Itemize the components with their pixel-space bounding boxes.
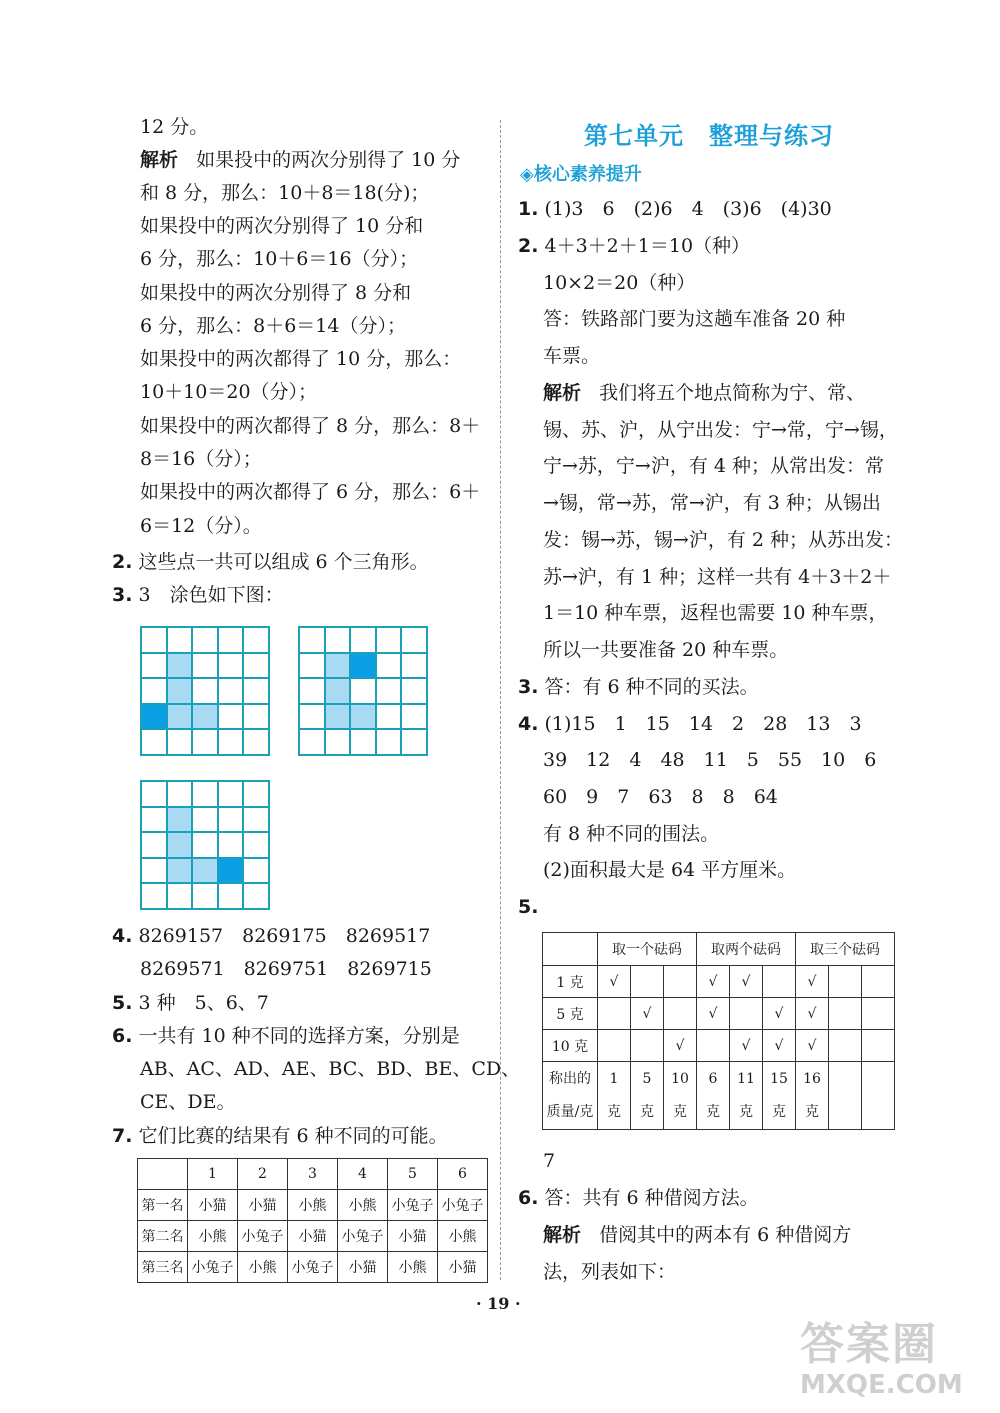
right-q6: 6. 答：共有 6 种借阅方法。 <box>518 1187 759 1209</box>
table-row: 第一名 小猫 小猫 小熊 小熊 小兔子 小兔子 <box>138 1190 488 1221</box>
left-line-12: 6＝12（分）。 <box>140 515 262 537</box>
analysis-label: 解析 <box>140 149 179 171</box>
left-line-3: 如果投中的两次分别得了 10 分和 <box>140 215 424 237</box>
left-q2: 2. 这些点一共可以组成 6 个三角形。 <box>112 551 429 573</box>
left-line-6: 6 分，那么：8＋6＝14（分）； <box>140 315 406 337</box>
q-number: 2. <box>112 551 133 573</box>
q-number: 2. <box>518 235 539 257</box>
unit-title: 第七单元 整理与练习 <box>584 122 834 150</box>
table-row: 称出的 质量/克 1 克 5 克 10 克 6 克 11 克 15 克 16 克 <box>543 1062 895 1130</box>
left-q4: 4. 8269157 8269175 8269517 <box>112 925 431 947</box>
q-number: 7. <box>112 1125 133 1147</box>
right-q6-analysis: 解析 借阅其中的两本有 6 种借阅方 <box>543 1224 852 1246</box>
left-line-9: 如果投中的两次都得了 8 分，那么：8＋ <box>140 415 481 437</box>
right-analysis-line-6: 1＝10 种车票，返程也需要 10 种车票， <box>543 602 888 624</box>
left-line-5: 如果投中的两次分别得了 8 分和 <box>140 282 412 304</box>
left-line-11: 如果投中的两次都得了 6 分，那么：6＋ <box>140 481 481 503</box>
right-q4-line4: 有 8 种不同的围法。 <box>543 823 720 845</box>
right-analysis-line-2: 宁→苏，宁→沪，有 4 种；从常出发：常 <box>543 455 885 477</box>
right-q4-line5: (2)面积最大是 64 平方厘米。 <box>543 859 797 881</box>
left-line-4: 6 分，那么：10＋6＝16（分）； <box>140 248 419 270</box>
column-divider <box>500 120 501 1280</box>
left-line-8: 10＋10＝20（分）； <box>140 381 318 403</box>
table-row: 取一个砝码 取两个砝码 取三个砝码 <box>543 933 895 966</box>
q-number: 4. <box>518 713 539 735</box>
watermark-logo: 答案圈 MXQE.COM <box>800 1319 963 1400</box>
coloring-grid-2 <box>298 626 428 756</box>
right-q4: 4. (1)15 1 15 14 2 28 13 3 <box>518 713 862 735</box>
analysis-label: 解析 <box>543 382 582 404</box>
right-q2: 2. 4＋3＋2＋1＝10（种） <box>518 235 751 257</box>
q-number: 3. <box>518 676 539 698</box>
right-after-table: 7 <box>543 1150 556 1172</box>
coloring-grid-3 <box>140 780 270 910</box>
right-q2-line3: 答：铁路部门要为这趟车准备 20 种 <box>543 308 846 330</box>
right-analysis-line-3: →锡，常→苏，常→沪，有 3 种；从锡出 <box>543 492 881 514</box>
q-number: 4. <box>112 925 133 947</box>
coloring-grid-1 <box>140 626 270 756</box>
left-q5: 5. 3 种 5、6、7 <box>112 992 269 1014</box>
right-q2-line4: 车票。 <box>543 345 601 367</box>
table-row: 1 2 3 4 5 6 <box>138 1159 488 1190</box>
left-line-0: 12 分。 <box>140 116 209 138</box>
right-q4-line3: 60 9 7 63 8 8 64 <box>543 786 778 808</box>
left-q6-line2: AB、AC、AD、AE、BC、BD、BE、CD、 <box>140 1058 521 1080</box>
table-row: 1 克 √ √ √ √ <box>543 966 895 998</box>
table-row: 5 克 √ √ √ √ <box>543 998 895 1030</box>
page-number: · 19 · <box>476 1294 521 1313</box>
right-analysis-line-0: 解析 我们将五个地点简称为宁、常、 <box>543 382 866 404</box>
left-q3: 3. 3 涂色如下图： <box>112 584 284 606</box>
ranking-table <box>137 1158 488 1283</box>
right-q5 <box>518 891 538 924</box>
left-q4-line2: 8269571 8269751 8269715 <box>140 958 432 980</box>
right-analysis-line-5: 苏→沪，有 1 种；这样一共有 4＋3＋2＋ <box>543 566 892 588</box>
analysis-label: 解析 <box>543 1224 582 1246</box>
left-line-7: 如果投中的两次都得了 10 分，那么： <box>140 348 462 370</box>
section-heading: ◈核心素养提升 <box>520 164 642 185</box>
left-q7: 7. 它们比赛的结果有 6 种不同的可能。 <box>112 1125 448 1147</box>
q-number: 3. <box>112 584 133 606</box>
left-line-10: 8＝16（分）； <box>140 448 262 470</box>
right-q1: 1. (1)3 6 (2)6 4 (3)6 (4)30 <box>518 198 832 220</box>
right-q2-line2: 10×2＝20（种） <box>543 272 696 294</box>
table-row: 10 克 √ √ √ √ <box>543 1030 895 1062</box>
q-number: 1. <box>518 198 539 220</box>
left-analysis-line: 解析 如果投中的两次分别得了 10 分 <box>140 149 461 171</box>
q-number: 5. <box>518 896 539 918</box>
q-number: 6. <box>518 1187 539 1209</box>
q-number: 6. <box>112 1025 133 1047</box>
right-analysis-line-1: 锡、苏、沪，从宁出发：宁→常，宁→锡， <box>543 419 898 441</box>
right-q3: 3. 答：有 6 种不同的买法。 <box>518 676 759 698</box>
table-row: 第二名 小熊 小兔子 小猫 小兔子 小猫 小熊 <box>138 1221 488 1252</box>
right-q6-analysis-2: 法，列表如下： <box>543 1261 677 1283</box>
weights-table <box>542 932 895 1130</box>
left-line-2: 和 8 分，那么：10＋8＝18(分)； <box>140 182 430 204</box>
right-analysis-line-4: 发：锡→苏，锡→沪，有 2 种；从苏出发： <box>543 529 904 551</box>
left-q6-line3: CE、DE。 <box>140 1091 236 1113</box>
right-q4-line2: 39 12 4 48 11 5 55 10 6 <box>543 749 877 771</box>
right-analysis-line-7: 所以一共要准备 20 种车票。 <box>543 639 789 661</box>
q-number: 5. <box>112 992 133 1014</box>
table-row: 第三名 小兔子 小熊 小兔子 小猫 小熊 小猫 <box>138 1252 488 1283</box>
left-q6: 6. 一共有 10 种不同的选择方案，分别是 <box>112 1025 460 1047</box>
